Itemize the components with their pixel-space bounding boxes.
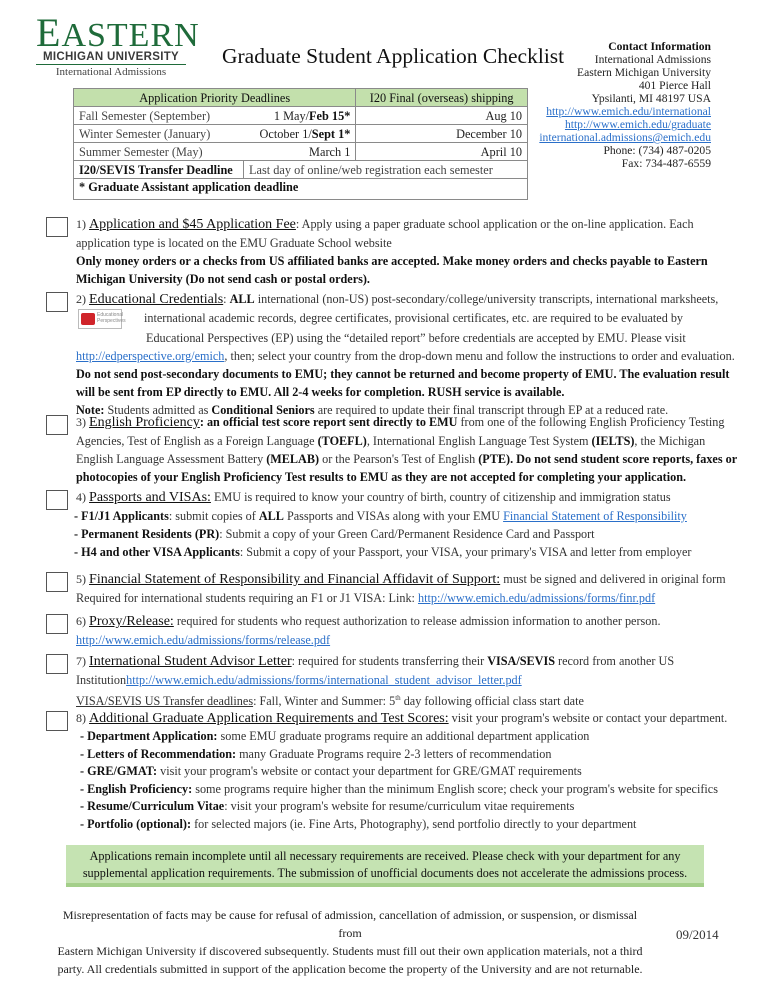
international-link[interactable]: http://www.emich.edu/international bbox=[546, 105, 711, 118]
checkbox[interactable] bbox=[46, 711, 68, 731]
item-heading: Passports and VISAs: bbox=[89, 490, 211, 505]
item-heading: International Student Advisor Letter bbox=[89, 654, 292, 669]
item-heading: English Proficiency bbox=[89, 415, 200, 430]
shipping-cell: December 10 bbox=[356, 125, 528, 143]
logo-wordmark: EASTERN bbox=[36, 10, 200, 55]
incomplete-application-notice: Applications remain incomplete until all necessary requirements are received. Please check with your department for any supplemental application requirements. The submission of unofficial documents does not accelerate the admissions process. bbox=[66, 845, 704, 887]
list-item: - GRE/GMAT: visit your program's website or contact your department for GRE/GMAT requirements bbox=[80, 764, 582, 778]
priority-cell: October 1/Sept 1* bbox=[244, 125, 356, 143]
educational-perspectives-logo: Educational Perspectives bbox=[78, 309, 122, 329]
checklist-item-4: 4) Passports and VISAs: EMU is required to know your country of birth, country of citizenship and immigration status - F1/J1 Applicants: submit copies of ALL Passports and VISAs along with your EMU Financial Statement of Responsibility - Permanent Residents (PR): Submit a copy of your Green Card/Permanent Residence Card and Passport - H4 and other VISA Applicants: Submit a copy of your Passport, your VISA, your primary's VISA and letter from employer bbox=[46, 488, 738, 561]
contact-line: International Admissions bbox=[594, 53, 711, 66]
bullet-pr: - Permanent Residents (PR): Submit a copy of your Green Card/Permanent Residence Card and Passport bbox=[74, 527, 595, 541]
checklist-item-6: 6) Proxy/Release: required for students who request authorization to release admission information to another person. http://www.emich.edu/admissions/forms/release.pdf bbox=[46, 612, 738, 649]
table-row bbox=[74, 125, 528, 143]
checkbox[interactable] bbox=[46, 572, 68, 592]
edperspective-link[interactable]: http://edperspective.org/emich bbox=[76, 349, 225, 364]
item-heading: Proxy/Release: bbox=[89, 614, 174, 629]
checkbox[interactable] bbox=[46, 292, 68, 312]
revision-date: 09/2014 bbox=[676, 927, 719, 942]
item-heading: Financial Statement of Responsibility and Financial Affidavit of Support: bbox=[89, 572, 501, 587]
table-row bbox=[74, 107, 528, 125]
checklist-item-5: 5) Financial Statement of Responsibility and Financial Affidavit of Support: must be signed and delivered in original form Required for international students requiring an F1 or J1 VISA: Link: http://www.emich.edu/admissions/forms/finr.pdf bbox=[46, 570, 738, 607]
contact-phone: Phone: (734) 487-0205 bbox=[603, 144, 711, 157]
item-heading: Application and $45 Application Fee bbox=[89, 217, 296, 232]
table-row bbox=[74, 161, 528, 179]
header-priority-deadlines: Application Priority Deadlines bbox=[74, 89, 356, 107]
payment-notice: Only money orders or a checks from US affiliated banks are accepted. Make money orders and checks payable to Eastern Michigan University (Do not send cash or postal orders). bbox=[76, 254, 708, 286]
release-pdf-link[interactable]: http://www.emich.edu/admissions/forms/release.pdf bbox=[76, 633, 331, 647]
transfer-value: Last day of online/web registration each semester bbox=[244, 161, 528, 179]
list-item: - Resume/Curriculum Vitae: visit your program's website for resume/curriculum vitae requirements bbox=[80, 799, 575, 813]
graduate-link[interactable]: http://www.emich.edu/graduate bbox=[564, 118, 711, 131]
bullet-h4: - H4 and other VISA Applicants: Submit a copy of your Passport, your VISA, your primary's VISA and letter from employer bbox=[74, 545, 692, 559]
priority-cell: 1 May/Feb 15* bbox=[244, 107, 356, 125]
list-item: - Portfolio (optional): for selected majors (ie. Fine Arts, Photography), send portfolio directly to your department bbox=[80, 816, 637, 831]
financial-statement-link[interactable]: Financial Statement of Responsibility bbox=[503, 509, 687, 523]
semester-cell: Winter Semester (January) bbox=[74, 125, 244, 143]
page-title: Graduate Student Application Checklist bbox=[222, 44, 565, 68]
checklist-item-1: 1) Application and $45 Application Fee: Apply using a paper graduate school application or the on-line application. Each application type is located on the EMU Graduate School website Only money orders or a checks from US affiliated banks are accepted. Make money orders and checks payable to Eastern Michigan University (Do not send cash or postal orders). bbox=[46, 215, 738, 288]
logo-university: MICHIGAN UNIVERSITY bbox=[36, 51, 186, 65]
shipping-cell: April 10 bbox=[356, 143, 528, 161]
semester-cell: Fall Semester (September) bbox=[74, 107, 244, 125]
checkbox[interactable] bbox=[46, 614, 68, 634]
checklist-item-8: 8) Additional Graduate Application Requirements and Test Scores: visit your program's website or contact your department. - Department Application: some EMU graduate programs require an additional department application - Letters of Recommendation: many Graduate Programs require 2-3 letters of recommendation - GRE/GMAT: visit your program's website or contact your department for GRE/GMAT requirements - English Proficiency: some programs require higher than the minimum English score; check your program's website for specifics - Resume/Curriculum Vitae: visit your program's website for resume/curriculum vitae requirements - Portfolio (optional): for selected majors (ie. Fine Arts, Photography), send portfolio directly to your department bbox=[46, 709, 738, 833]
finr-pdf-link[interactable]: http://www.emich.edu/admissions/forms/finr.pdf bbox=[418, 591, 656, 605]
contact-line: Ypsilanti, MI 48197 USA bbox=[591, 92, 711, 105]
shipping-cell: Aug 10 bbox=[356, 107, 528, 125]
emu-logo bbox=[36, 10, 200, 78]
list-item: - Department Application: some EMU graduate programs require an additional department application bbox=[80, 729, 590, 743]
disclaimer: Misrepresentation of facts may be cause for refusal of admission, cancellation of admission, or suspension, or dismissal from Eastern Michigan University if discovered subsequently. Students must fill out their own application materials, not a third party. All credentials submitted in support of the application become the property of the University and are not returnable. bbox=[57, 908, 643, 976]
checklist-item-2: 2) Educational Credentials: ALL international (non-US) post-secondary/college/university transcripts, international marksheets, Educational Perspectives international academic records, degree certificates, provisional certificates, etc. are required to be evaluated by Educational Perspectives (EP) using the “detailed report” before credentials are accepted by EMU. Please visit http://edperspective.org/emich, then; select your country from the drop-down menu and follow the instructions to order and evaluation. Do not send post-secondary documents to EMU; they cannot be returned and become property of EMU. The evaluation result will be sent from EP directly to EMU. All 2-4 weeks for completion. RUSH service is available. Note: Students admitted as Conditional Seniors are required to update their final transcript through EP at a reduced rate. bbox=[46, 290, 738, 419]
item-heading: Educational Credentials bbox=[89, 292, 224, 307]
checkbox[interactable] bbox=[46, 415, 68, 435]
advisor-letter-link[interactable]: http://www.emich.edu/admissions/forms/international_student_advisor_letter.pdf bbox=[126, 673, 522, 687]
list-item: - Letters of Recommendation: many Graduate Programs require 2-3 letters of recommendation bbox=[80, 746, 552, 761]
email-link[interactable]: international.admissions@emich.edu bbox=[539, 131, 711, 144]
deadlines-table bbox=[73, 88, 528, 200]
transfer-label: I20/SEVIS Transfer Deadline bbox=[74, 161, 244, 179]
bullet-f1j1: - F1/J1 Applicants: submit copies of ALL Passports and VISAs along with your EMU Financial Statement of Responsibility bbox=[74, 509, 687, 523]
logo-department: International Admissions bbox=[55, 66, 167, 78]
contact-line: Eastern Michigan University bbox=[577, 66, 711, 79]
list-item: - English Proficiency: some programs require higher than the minimum English score; check your program's website for specifics bbox=[80, 781, 718, 796]
checkbox[interactable] bbox=[46, 654, 68, 674]
priority-cell: March 1 bbox=[244, 143, 356, 161]
table-row bbox=[74, 143, 528, 161]
semester-cell: Summer Semester (May) bbox=[74, 143, 244, 161]
footnote: * Graduate Assistant application deadline bbox=[74, 179, 528, 200]
checkbox[interactable] bbox=[46, 217, 68, 237]
contact-information bbox=[539, 40, 711, 170]
checklist-item-7: 7) International Student Advisor Letter: required for students transferring their VISA/SEVIS record from another US Institutionhttp://www.emich.edu/admissions/forms/international_student_advisor_letter.pdf VISA/SEVIS US Transfer deadlines: Fall, Winter and Summer: 5th day following official class start date bbox=[46, 652, 738, 710]
table-header-row bbox=[74, 89, 528, 107]
table-row bbox=[74, 179, 528, 200]
header-i20-shipping: I20 Final (overseas) shipping bbox=[356, 89, 528, 107]
contact-fax: Fax: 734-487-6559 bbox=[621, 157, 711, 170]
contact-line: 401 Pierce Hall bbox=[638, 79, 711, 92]
contact-heading: Contact Information bbox=[608, 40, 711, 53]
checklist-item-3: 3) English Proficiency: an official test score report sent directly to EMU from one of the following English Proficiency Testing Agencies, Test of English as a Foreign Language (TOEFL), International English Language Test System (IELTS), the Michigan English Language Assessment Battery (MELAB) or the Pearson's Test of English (PTE). Do not send student score reports, faxes or photocopies of your English Proficiency Test results to EMU as they are not accepted for completing your application. bbox=[46, 413, 738, 486]
requirements-list bbox=[80, 728, 738, 833]
item-heading: Additional Graduate Application Requirements and Test Scores: bbox=[89, 711, 449, 726]
checkbox[interactable] bbox=[46, 490, 68, 510]
